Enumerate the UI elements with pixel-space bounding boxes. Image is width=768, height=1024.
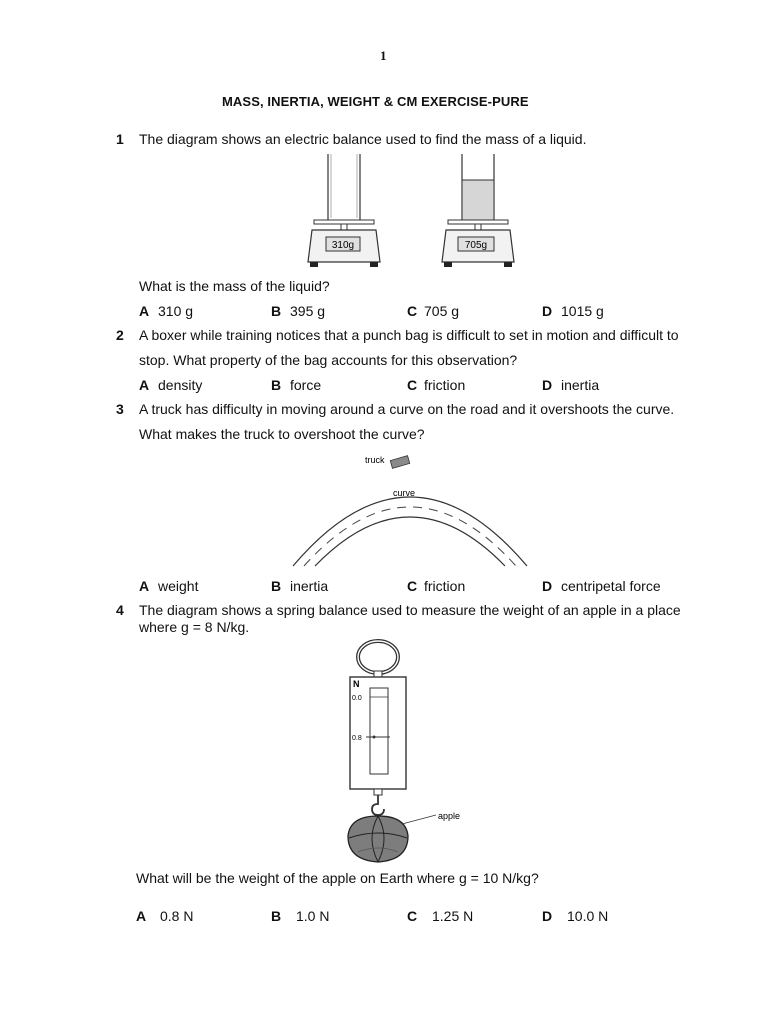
question-1-subtext: What is the mass of the liquid? (139, 278, 330, 294)
page-title: MASS, INERTIA, WEIGHT & CM EXERCISE-PURE (222, 94, 529, 109)
apple-pointer-line (402, 815, 436, 824)
option-letter: D (542, 377, 553, 393)
option-letter: C (407, 377, 418, 393)
option-text: inertia (561, 377, 600, 393)
option-letter: C (407, 908, 418, 924)
option-letter: D (542, 578, 553, 594)
option-text: density (158, 377, 203, 393)
question-3-text-line2: What makes the truck to overshoot the curve? (139, 426, 425, 442)
option-text: 1.0 N (296, 908, 330, 924)
option-text: 10.0 N (567, 908, 609, 924)
truck-curve-figure (285, 448, 535, 570)
option-text: force (290, 377, 322, 393)
right-balance-reading: 705g (464, 240, 488, 251)
option-text: 1015 g (561, 303, 604, 319)
left-balance-reading: 310g (331, 240, 355, 251)
option-letter: A (139, 377, 150, 393)
question-3-text-line1: A truck has difficulty in moving around a curve on the road and it overshoots the curve. (139, 401, 675, 417)
option-letter: D (542, 303, 553, 319)
option-letter: D (542, 908, 553, 924)
question-2-text-line2: stop. What property of the bag accounts for this observation? (139, 352, 518, 368)
liquid (463, 180, 493, 220)
apple-label: apple (438, 811, 461, 821)
option-letter: B (271, 303, 282, 319)
option-text: 705 g (424, 303, 460, 319)
road-center-line (304, 507, 516, 566)
apple (348, 816, 408, 862)
curve-label: curve (393, 488, 416, 498)
question-4-text-line2: where g = 8 N/kg. (139, 619, 250, 635)
spring-balance-figure (330, 638, 490, 870)
option-letter: A (139, 578, 150, 594)
option-letter: A (136, 908, 147, 924)
option-letter: B (271, 377, 282, 393)
option-text: friction (424, 377, 466, 393)
question-1-number: 1 (116, 131, 124, 147)
hook (372, 795, 384, 815)
road-outer-edge (293, 497, 527, 566)
question-1-text: The diagram shows an electric balance used to find the mass of a liquid. (139, 131, 587, 147)
option-text: 1.25 N (432, 908, 474, 924)
question-3-number: 3 (116, 401, 124, 417)
question-4-text-line1: The diagram shows a spring balance used to measure the weight of an apple in a place (139, 602, 681, 618)
scale-mark-label: 0.8 (352, 735, 362, 742)
option-text: friction (424, 578, 466, 594)
option-text: 310 g (158, 303, 194, 319)
truck-label: truck (365, 455, 385, 465)
electric-balance-figure (300, 152, 520, 272)
option-text: weight (158, 578, 199, 594)
option-letter: C (407, 578, 418, 594)
scale-top-label: 0.0 (352, 695, 362, 702)
option-text: inertia (290, 578, 329, 594)
truck (390, 456, 410, 469)
question-4-subtext: What will be the weight of the apple on Earth where g = 10 N/kg? (136, 870, 539, 886)
option-letter: B (271, 578, 282, 594)
option-text: 0.8 N (160, 908, 194, 924)
question-4-number: 4 (116, 602, 124, 618)
road-inner-edge (315, 517, 505, 566)
page-number: 1 (380, 48, 387, 63)
option-text: 395 g (290, 303, 326, 319)
unit-label: N (353, 679, 360, 689)
option-letter: C (407, 303, 418, 319)
option-letter: A (139, 303, 150, 319)
option-text: centripetal force (561, 578, 661, 594)
question-2-text-line1: A boxer while training notices that a punch bag is difficult to set in motion and difficult to (139, 327, 679, 343)
scale-window (370, 688, 388, 774)
option-letter: B (271, 908, 282, 924)
question-2-number: 2 (116, 327, 124, 343)
